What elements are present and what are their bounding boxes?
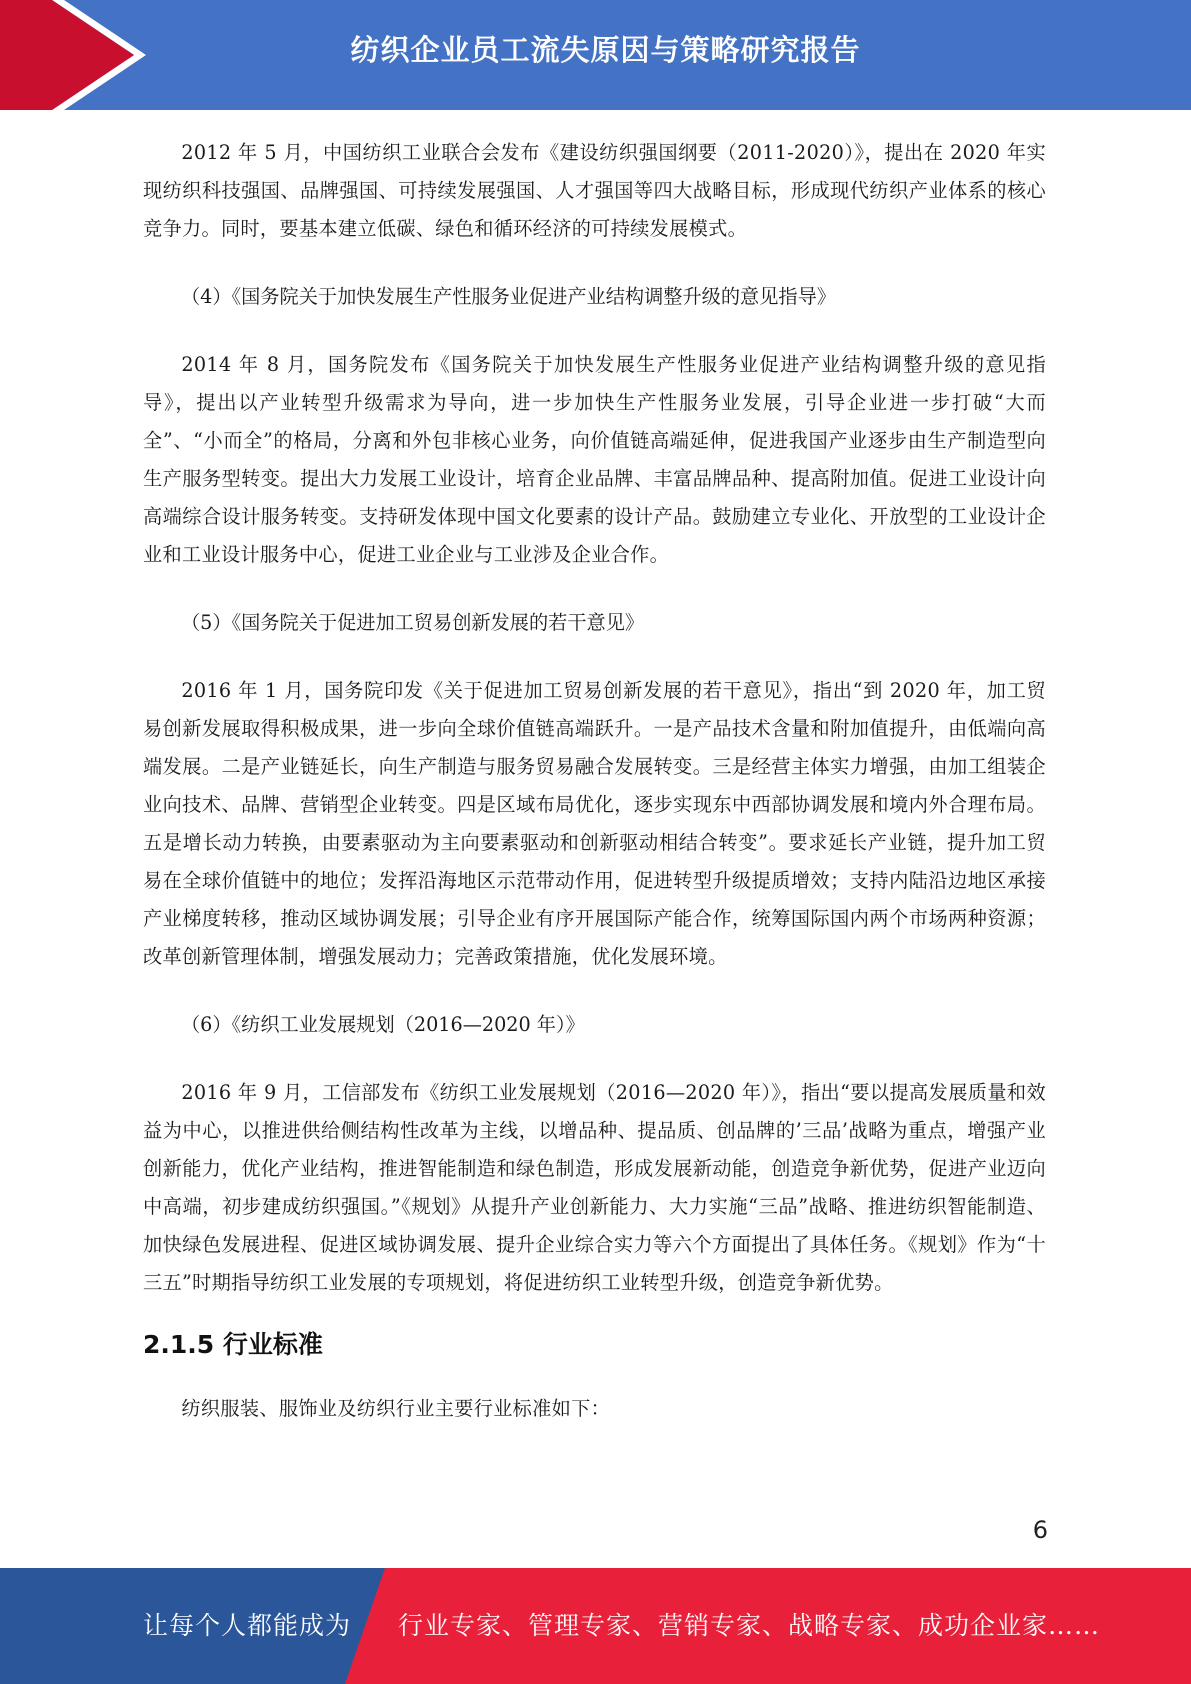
- paragraph-2016-jan: 2016 年 1 月，国务院印发《关于促进加工贸易创新发展的若干意见》，指出“到 2020 年，加工贸易创新发展取得积极成果，进一步向全球价值链高端跃升。一是产品技术含量和附加值提升，由低端向高端发展。二是产业链延长，向生产制造与服务贸易融合发展转变。三是经营主体实力增强，由加工组装企业向技术、品牌、营销型企业转变。四是区域布局优化，逐步实现东中西部协调发展和境内外合理布局。五是增长动力转换，由要素驱动为主向要素驱动和创新驱动相结合转变”。要求延长产业链，提升加工贸易在全球价值链中的地位；发挥沿海地区示范带动作用，促进转型升级提质增效；支持内陆沿边地区承接产业梯度转移，推动区域协调发展；引导企业有序开展国际产能合作，统筹国际国内两个市场两种资源；改革创新管理体制，增强发展动力；完善政策措施，优化发展环境。: [143, 679, 1046, 968]
- document-body: [143, 134, 1046, 1428]
- subheading-6: （6）《纺织工业发展规划（2016—2020 年）》: [181, 1013, 585, 1036]
- paragraph-standards-intro: 纺织服装、服饰业及纺织行业主要行业标准如下：: [181, 1397, 611, 1420]
- page-header: [0, 0, 1191, 110]
- page-number: 6: [1032, 1516, 1048, 1544]
- paragraph-2012: 2012 年 5 月，中国纺织工业联合会发布《建设纺织强国纲要（2011-2020）》，提出在 2020 年实现纺织科技强国、品牌强国、可持续发展强国、人才强国等四大战略目标，形成现代纺织产业体系的核心竞争力。同时，要基本建立低碳、绿色和循环经济的可持续发展模式。: [143, 141, 1046, 240]
- document-title: 纺织企业员工流失原因与策略研究报告: [350, 33, 861, 67]
- footer-slogan-left: 让每个人都能成为: [143, 1611, 352, 1640]
- subheading-5: （5）《国务院关于促进加工贸易创新发展的若干意见》: [181, 611, 645, 634]
- footer-slogan-right: 行业专家、管理专家、营销专家、战略专家、成功企业家……: [398, 1611, 1101, 1640]
- subheading-4: （4）《国务院关于加快发展生产性服务业促进产业结构调整升级的意见指导》: [181, 285, 836, 308]
- page-footer: [0, 1568, 1191, 1684]
- paragraph-2014: 2014 年 8 月，国务院发布《国务院关于加快发展生产性服务业促进产业结构调整升级的意见指导》，提出以产业转型升级需求为导向，进一步加快生产性服务业发展，引导企业进一步打破“大而全”、“小而全”的格局，分离和外包非核心业务，向价值链高端延伸，促进我国产业逐步由生产制造型向生产服务型转变。提出大力发展工业设计，培育企业品牌、丰富品牌品种、提高附加值。促进工业设计向高端综合设计服务转变。支持研发体现中国文化要素的设计产品。鼓励建立专业化、开放型的工业设计企业和工业设计服务中心，促进工业企业与工业涉及企业合作。: [143, 353, 1046, 566]
- section-heading: 2.1.5 行业标准: [143, 1330, 323, 1359]
- paragraph-2016-sep: 2016 年 9 月，工信部发布《纺织工业发展规划（2016—2020 年）》，指出“要以提高发展质量和效益为中心，以推进供给侧结构性改革为主线，以增品种、提品质、创品牌的’三品’战略为重点，增强产业创新能力，优化产业结构，推进智能制造和绿色制造，形成发展新动能，创造竞争新优势，促进产业迈向中高端，初步建成纺织强国。”《规划》从提升产业创新能力、大力实施“三品”战略、推进纺织智能制造、加快绿色发展进程、促进区域协调发展、提升企业综合实力等六个方面提出了具体任务。《规划》作为“十三五”时期指导纺织工业发展的专项规划，将促进纺织工业转型升级，创造竞争新优势。: [143, 1081, 1046, 1294]
